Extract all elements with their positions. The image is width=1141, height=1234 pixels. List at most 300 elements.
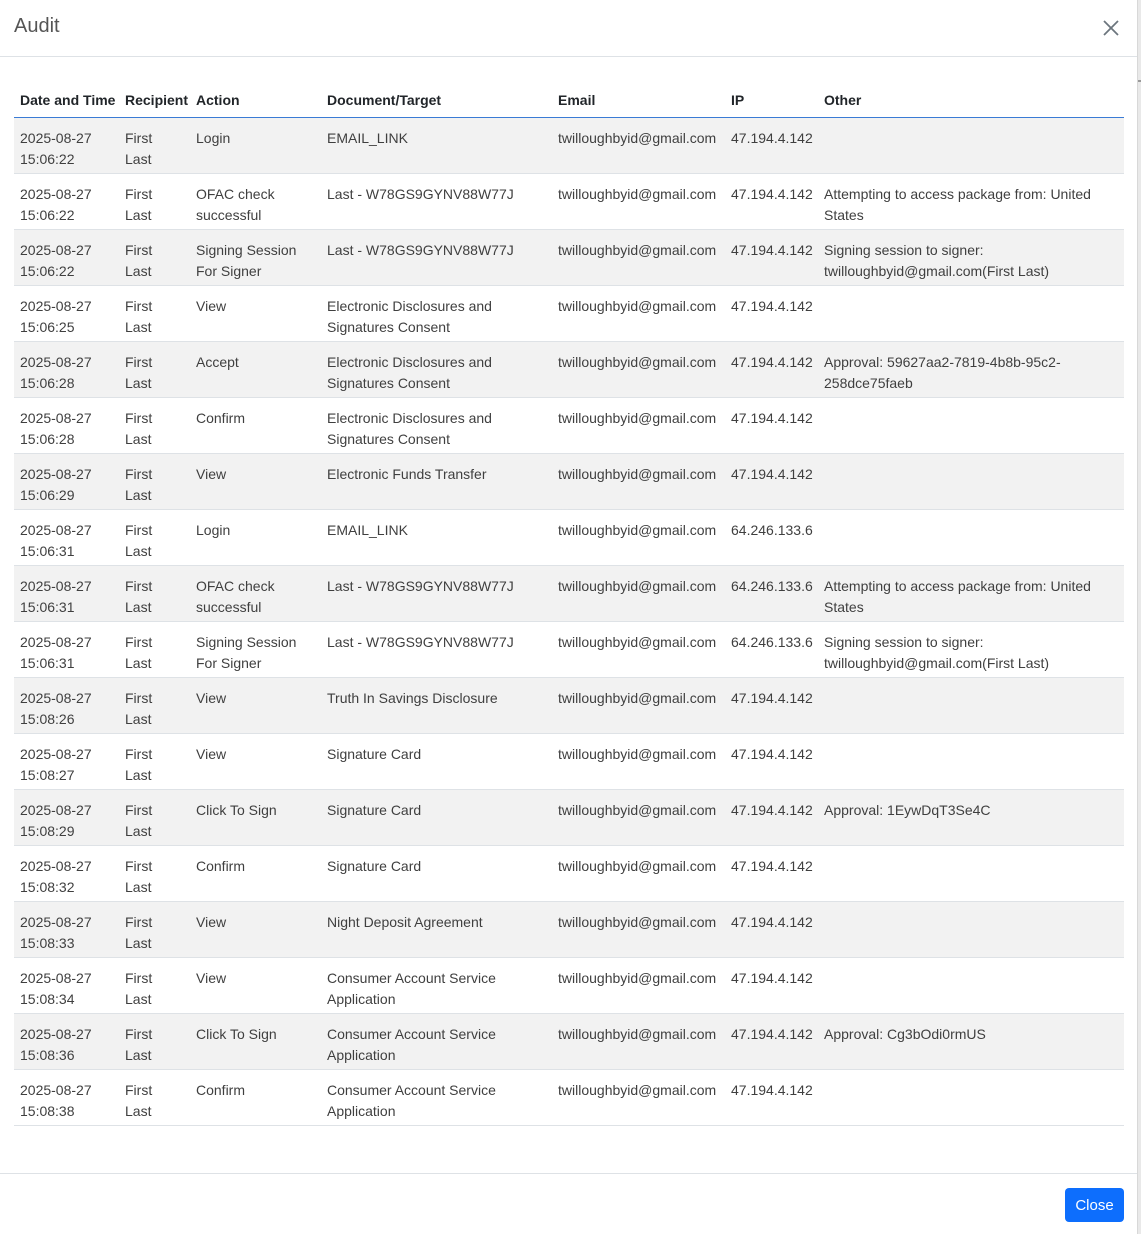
- cell-datetime: [14, 342, 119, 398]
- cell-recipient: [119, 734, 190, 790]
- cell-document: [321, 454, 552, 510]
- recipient-first: First: [125, 1026, 153, 1042]
- cell-date: 2025-08-27: [20, 746, 92, 762]
- recipient-last: Last: [125, 431, 152, 447]
- cell-ip-text: 47.194.4.142: [731, 130, 813, 146]
- modal-title: Audit: [14, 15, 60, 37]
- cell-other-text: Attempting to access package from: United States: [824, 186, 1091, 223]
- cell-recipient: [119, 790, 190, 846]
- table-row: [14, 566, 1124, 622]
- cell-email: [552, 846, 725, 902]
- cell-other-text: Approval: Cg3bOdi0rmUS: [824, 1026, 986, 1042]
- cell-ip-text: 47.194.4.142: [731, 410, 813, 426]
- recipient-last: Last: [125, 655, 152, 671]
- cell-ip-text: 47.194.4.142: [731, 186, 813, 202]
- cell-ip: [725, 846, 818, 902]
- recipient-last: Last: [125, 207, 152, 223]
- cell-time: 15:06:31: [20, 599, 75, 615]
- recipient-first: First: [125, 634, 153, 650]
- cell-ip-text: 64.246.133.6: [731, 578, 813, 594]
- cell-time: 15:08:38: [20, 1103, 75, 1119]
- cell-datetime: [14, 1014, 119, 1070]
- cell-action-text: Signing Session For Signer: [196, 634, 297, 671]
- cell-recipient: [119, 174, 190, 230]
- cell-email-text: twilloughbyid@gmail.com: [558, 522, 717, 538]
- cell-email: [552, 958, 725, 1014]
- cell-datetime: [14, 174, 119, 230]
- cell-other: [818, 454, 1124, 510]
- cell-datetime: [14, 118, 119, 174]
- cell-date: 2025-08-27: [20, 858, 92, 874]
- cell-ip-text: 47.194.4.142: [731, 466, 813, 482]
- cell-action: [190, 510, 321, 566]
- cell-date: 2025-08-27: [20, 130, 92, 146]
- close-icon[interactable]: [1095, 12, 1127, 44]
- cell-document-text: EMAIL_LINK: [327, 130, 408, 146]
- cell-document-text: Last - W78GS9GYNV88W77J: [327, 242, 514, 258]
- cell-action-text: View: [196, 298, 227, 314]
- cell-ip-text: 47.194.4.142: [731, 690, 813, 706]
- audit-table: [14, 83, 1124, 1126]
- recipient-last: Last: [125, 879, 152, 895]
- cell-date: 2025-08-27: [20, 242, 92, 258]
- cell-action: [190, 678, 321, 734]
- recipient-first: First: [125, 354, 153, 370]
- cell-email-text: twilloughbyid@gmail.com: [558, 1082, 717, 1098]
- cell-action: [190, 118, 321, 174]
- cell-email-text: twilloughbyid@gmail.com: [558, 970, 717, 986]
- cell-datetime: [14, 902, 119, 958]
- recipient-first: First: [125, 578, 153, 594]
- cell-document-text: Electronic Disclosures and Signatures Consent: [327, 354, 492, 391]
- cell-ip-text: 47.194.4.142: [731, 858, 813, 874]
- cell-document: [321, 902, 552, 958]
- cell-document: [321, 510, 552, 566]
- recipient-last: Last: [125, 263, 152, 279]
- cell-ip-text: 64.246.133.6: [731, 634, 813, 650]
- cell-recipient: [119, 678, 190, 734]
- cell-recipient: [119, 286, 190, 342]
- cell-email-text: twilloughbyid@gmail.com: [558, 746, 717, 762]
- cell-other: [818, 230, 1124, 286]
- recipient-first: First: [125, 186, 153, 202]
- cell-document-text: Consumer Account Service Application: [327, 1082, 496, 1119]
- cell-email-text: twilloughbyid@gmail.com: [558, 1026, 717, 1042]
- cell-other-text: Approval: 1EywDqT3Se4C: [824, 802, 991, 818]
- cell-other: [818, 566, 1124, 622]
- cell-email-text: twilloughbyid@gmail.com: [558, 242, 717, 258]
- cell-action-text: OFAC check successful: [196, 578, 275, 615]
- cell-action: [190, 454, 321, 510]
- cell-other: [818, 1014, 1124, 1070]
- cell-action-text: Confirm: [196, 858, 246, 874]
- cell-recipient: [119, 230, 190, 286]
- column-header-date: Date and Time: [14, 83, 119, 118]
- cell-ip-text: 47.194.4.142: [731, 1026, 813, 1042]
- cell-action: [190, 1070, 321, 1126]
- cell-other-text: Attempting to access package from: United States: [824, 578, 1091, 615]
- cell-other: [818, 622, 1124, 678]
- cell-document: [321, 398, 552, 454]
- cell-ip: [725, 1014, 818, 1070]
- cell-email: [552, 566, 725, 622]
- cell-recipient: [119, 566, 190, 622]
- cell-other: [818, 398, 1124, 454]
- cell-time: 15:06:28: [20, 431, 75, 447]
- cell-action-text: Confirm: [196, 410, 246, 426]
- modal-header: [0, 0, 1137, 57]
- table-row: [14, 342, 1124, 398]
- cell-date: 2025-08-27: [20, 690, 92, 706]
- cell-email-text: twilloughbyid@gmail.com: [558, 466, 717, 482]
- cell-document: [321, 790, 552, 846]
- cell-action-text: Click To Sign: [196, 1026, 277, 1042]
- cell-document-text: Electronic Disclosures and Signatures Consent: [327, 410, 492, 447]
- column-header-recipient: Recipient: [119, 83, 190, 118]
- cell-email: [552, 342, 725, 398]
- cell-email: [552, 286, 725, 342]
- cell-email-text: twilloughbyid@gmail.com: [558, 354, 717, 370]
- cell-time: 15:08:36: [20, 1047, 75, 1063]
- cell-other: [818, 790, 1124, 846]
- cell-ip: [725, 1070, 818, 1126]
- recipient-last: Last: [125, 711, 152, 727]
- recipient-last: Last: [125, 991, 152, 1007]
- cell-ip-text: 47.194.4.142: [731, 1082, 813, 1098]
- cell-date: 2025-08-27: [20, 354, 92, 370]
- table-row: [14, 958, 1124, 1014]
- cell-email: [552, 622, 725, 678]
- recipient-first: First: [125, 802, 153, 818]
- cell-date: 2025-08-27: [20, 802, 92, 818]
- cell-action-text: View: [196, 690, 227, 706]
- cell-date: 2025-08-27: [20, 466, 92, 482]
- cell-date: 2025-08-27: [20, 914, 92, 930]
- cell-date: 2025-08-27: [20, 1082, 92, 1098]
- cell-datetime: [14, 1070, 119, 1126]
- cell-ip: [725, 734, 818, 790]
- table-row: [14, 398, 1124, 454]
- cell-ip: [725, 678, 818, 734]
- cell-datetime: [14, 398, 119, 454]
- cell-ip-text: 64.246.133.6: [731, 522, 813, 538]
- cell-recipient: [119, 454, 190, 510]
- table-row: [14, 734, 1124, 790]
- column-header-email: Email: [552, 83, 725, 118]
- cell-email: [552, 734, 725, 790]
- cell-document: [321, 174, 552, 230]
- cell-recipient: [119, 1014, 190, 1070]
- recipient-last: Last: [125, 151, 152, 167]
- cell-ip-text: 47.194.4.142: [731, 802, 813, 818]
- recipient-last: Last: [125, 375, 152, 391]
- cell-document-text: Signature Card: [327, 802, 422, 818]
- cell-recipient: [119, 118, 190, 174]
- cell-document: [321, 846, 552, 902]
- cell-ip-text: 47.194.4.142: [731, 970, 813, 986]
- cell-email: [552, 174, 725, 230]
- cell-time: 15:06:28: [20, 375, 75, 391]
- cell-document-text: Consumer Account Service Application: [327, 1026, 496, 1063]
- cell-other: [818, 118, 1124, 174]
- cell-action-text: Login: [196, 522, 231, 538]
- cell-datetime: [14, 734, 119, 790]
- cell-other: [818, 902, 1124, 958]
- cell-datetime: [14, 454, 119, 510]
- cell-document: [321, 1070, 552, 1126]
- cell-action-text: Accept: [196, 354, 239, 370]
- cell-ip: [725, 230, 818, 286]
- cell-other-text: Approval: 59627aa2-7819-4b8b-95c2-258dce75faeb: [824, 354, 1061, 391]
- cell-document: [321, 342, 552, 398]
- cell-action-text: View: [196, 466, 227, 482]
- table-row: [14, 230, 1124, 286]
- cell-ip: [725, 902, 818, 958]
- cell-ip: [725, 958, 818, 1014]
- cell-time: 15:08:32: [20, 879, 75, 895]
- column-header-action: Action: [190, 83, 321, 118]
- cell-time: 15:06:25: [20, 319, 75, 335]
- table-row: [14, 174, 1124, 230]
- modal-footer: [0, 1173, 1137, 1234]
- cell-date: 2025-08-27: [20, 186, 92, 202]
- recipient-last: Last: [125, 599, 152, 615]
- cell-action-text: View: [196, 970, 227, 986]
- table-row: [14, 286, 1124, 342]
- cell-email-text: twilloughbyid@gmail.com: [558, 186, 717, 202]
- cell-datetime: [14, 958, 119, 1014]
- cell-action-text: Click To Sign: [196, 802, 277, 818]
- cell-other: [818, 846, 1124, 902]
- cell-other: [818, 286, 1124, 342]
- cell-email-text: twilloughbyid@gmail.com: [558, 298, 717, 314]
- cell-email: [552, 454, 725, 510]
- cell-datetime: [14, 510, 119, 566]
- cell-time: 15:08:26: [20, 711, 75, 727]
- table-header-row: [14, 83, 1124, 118]
- cell-document: [321, 118, 552, 174]
- cell-action-text: View: [196, 914, 227, 930]
- table-body: [14, 118, 1124, 1126]
- cell-time: 15:06:31: [20, 655, 75, 671]
- cell-action-text: OFAC check successful: [196, 186, 275, 223]
- cell-recipient: [119, 342, 190, 398]
- cell-ip: [725, 118, 818, 174]
- cell-document: [321, 734, 552, 790]
- cell-other: [818, 510, 1124, 566]
- cell-ip: [725, 174, 818, 230]
- cell-recipient: [119, 958, 190, 1014]
- recipient-first: First: [125, 522, 153, 538]
- cell-email-text: twilloughbyid@gmail.com: [558, 802, 717, 818]
- cell-action: [190, 790, 321, 846]
- cell-other: [818, 734, 1124, 790]
- cell-email-text: twilloughbyid@gmail.com: [558, 410, 717, 426]
- recipient-first: First: [125, 242, 153, 258]
- cell-ip-text: 47.194.4.142: [731, 298, 813, 314]
- cell-time: 15:08:34: [20, 991, 75, 1007]
- table-row: [14, 790, 1124, 846]
- table-row: [14, 1014, 1124, 1070]
- recipient-first: First: [125, 410, 153, 426]
- cell-ip-text: 47.194.4.142: [731, 242, 813, 258]
- recipient-last: Last: [125, 935, 152, 951]
- cell-recipient: [119, 902, 190, 958]
- cell-action: [190, 342, 321, 398]
- table-row: [14, 510, 1124, 566]
- cell-datetime: [14, 286, 119, 342]
- table-row: [14, 118, 1124, 174]
- cell-date: 2025-08-27: [20, 634, 92, 650]
- cell-action: [190, 958, 321, 1014]
- recipient-last: Last: [125, 319, 152, 335]
- recipient-last: Last: [125, 543, 152, 559]
- cell-ip: [725, 454, 818, 510]
- cell-datetime: [14, 622, 119, 678]
- cell-recipient: [119, 622, 190, 678]
- column-header-other: Other: [818, 83, 1124, 118]
- cell-other: [818, 678, 1124, 734]
- recipient-first: First: [125, 466, 153, 482]
- cell-email: [552, 678, 725, 734]
- cell-email: [552, 1070, 725, 1126]
- cell-time: 15:06:29: [20, 487, 75, 503]
- cell-email-text: twilloughbyid@gmail.com: [558, 690, 717, 706]
- cell-action: [190, 398, 321, 454]
- cell-document: [321, 1014, 552, 1070]
- cell-document-text: Signature Card: [327, 858, 422, 874]
- table-row: [14, 454, 1124, 510]
- cell-document-text: Last - W78GS9GYNV88W77J: [327, 186, 514, 202]
- cell-date: 2025-08-27: [20, 578, 92, 594]
- cell-ip-text: 47.194.4.142: [731, 914, 813, 930]
- cell-action: [190, 902, 321, 958]
- cell-other: [818, 174, 1124, 230]
- cell-action: [190, 622, 321, 678]
- cell-email-text: twilloughbyid@gmail.com: [558, 914, 717, 930]
- cell-datetime: [14, 790, 119, 846]
- cell-document-text: Last - W78GS9GYNV88W77J: [327, 578, 514, 594]
- table-row: [14, 902, 1124, 958]
- cell-recipient: [119, 510, 190, 566]
- recipient-first: First: [125, 1082, 153, 1098]
- cell-ip: [725, 622, 818, 678]
- column-header-document: Document/Target: [321, 83, 552, 118]
- cell-action: [190, 174, 321, 230]
- cell-document: [321, 678, 552, 734]
- cell-other: [818, 342, 1124, 398]
- cell-other: [818, 1070, 1124, 1126]
- cell-action-text: Login: [196, 130, 231, 146]
- cell-date: 2025-08-27: [20, 298, 92, 314]
- cell-document: [321, 230, 552, 286]
- cell-action: [190, 1014, 321, 1070]
- cell-action-text: Signing Session For Signer: [196, 242, 297, 279]
- cell-action: [190, 286, 321, 342]
- cell-action: [190, 734, 321, 790]
- cell-time: 15:08:29: [20, 823, 75, 839]
- cell-document-text: Last - W78GS9GYNV88W77J: [327, 634, 514, 650]
- cell-datetime: [14, 230, 119, 286]
- cell-recipient: [119, 846, 190, 902]
- recipient-first: First: [125, 970, 153, 986]
- cell-document: [321, 566, 552, 622]
- cell-recipient: [119, 1070, 190, 1126]
- cell-date: 2025-08-27: [20, 970, 92, 986]
- table-row: [14, 1070, 1124, 1126]
- cell-email: [552, 510, 725, 566]
- cell-document-text: Electronic Disclosures and Signatures Consent: [327, 298, 492, 335]
- cell-action-text: View: [196, 746, 227, 762]
- cell-action-text: Confirm: [196, 1082, 246, 1098]
- cell-date: 2025-08-27: [20, 410, 92, 426]
- table-row: [14, 846, 1124, 902]
- cell-document-text: Consumer Account Service Application: [327, 970, 496, 1007]
- cell-other-text: Signing session to signer: twilloughbyid@gmail.com(First Last): [824, 634, 1050, 671]
- close-button[interactable]: Close: [1065, 1188, 1124, 1222]
- cell-ip: [725, 286, 818, 342]
- cell-ip-text: 47.194.4.142: [731, 746, 813, 762]
- recipient-first: First: [125, 858, 153, 874]
- cell-action: [190, 566, 321, 622]
- cell-time: 15:06:22: [20, 151, 75, 167]
- cell-recipient: [119, 398, 190, 454]
- column-header-ip: IP: [725, 83, 818, 118]
- cell-ip: [725, 510, 818, 566]
- cell-ip: [725, 398, 818, 454]
- cell-date: 2025-08-27: [20, 1026, 92, 1042]
- cell-ip: [725, 566, 818, 622]
- recipient-last: Last: [125, 823, 152, 839]
- cell-email-text: twilloughbyid@gmail.com: [558, 130, 717, 146]
- cell-email: [552, 902, 725, 958]
- cell-document-text: EMAIL_LINK: [327, 522, 408, 538]
- recipient-last: Last: [125, 1047, 152, 1063]
- recipient-first: First: [125, 690, 153, 706]
- cell-email: [552, 1014, 725, 1070]
- recipient-last: Last: [125, 767, 152, 783]
- cell-email-text: twilloughbyid@gmail.com: [558, 578, 717, 594]
- cell-email-text: twilloughbyid@gmail.com: [558, 634, 717, 650]
- cell-document: [321, 622, 552, 678]
- cell-ip: [725, 790, 818, 846]
- cell-document: [321, 286, 552, 342]
- cell-email: [552, 790, 725, 846]
- recipient-last: Last: [125, 487, 152, 503]
- cell-document: [321, 958, 552, 1014]
- cell-document-text: Signature Card: [327, 746, 422, 762]
- cell-email-text: twilloughbyid@gmail.com: [558, 858, 717, 874]
- cell-ip: [725, 342, 818, 398]
- recipient-last: Last: [125, 1103, 152, 1119]
- recipient-first: First: [125, 298, 153, 314]
- cell-time: 15:06:22: [20, 263, 75, 279]
- recipient-first: First: [125, 130, 153, 146]
- cell-action: [190, 846, 321, 902]
- cell-date: 2025-08-27: [20, 522, 92, 538]
- table-row: [14, 678, 1124, 734]
- cell-time: 15:08:33: [20, 935, 75, 951]
- modal-body: [14, 83, 1124, 1126]
- recipient-first: First: [125, 914, 153, 930]
- cell-document-text: Truth In Savings Disclosure: [327, 690, 498, 706]
- cell-other-text: Signing session to signer: twilloughbyid@gmail.com(First Last): [824, 242, 1050, 279]
- cell-email: [552, 230, 725, 286]
- cell-document-text: Electronic Funds Transfer: [327, 466, 487, 482]
- cell-document-text: Night Deposit Agreement: [327, 914, 483, 930]
- cell-time: 15:08:27: [20, 767, 75, 783]
- cell-ip-text: 47.194.4.142: [731, 354, 813, 370]
